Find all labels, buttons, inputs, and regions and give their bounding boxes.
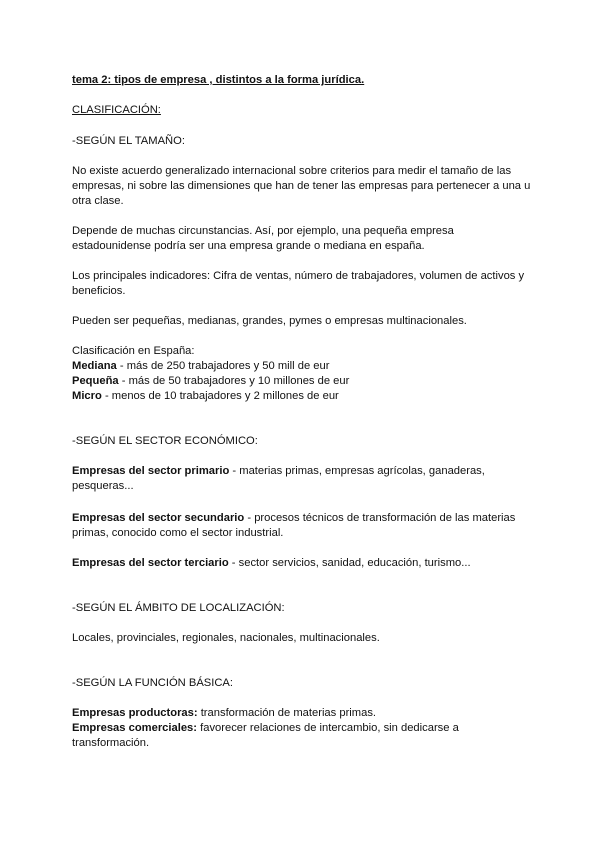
term-terciario: Empresas del sector terciario: [72, 557, 229, 569]
desc-productoras: transformación de materias primas.: [197, 707, 377, 719]
size-heading: -SEGÚN EL TAMAÑO:: [72, 135, 185, 147]
size-paragraph-2-line-2: estadounidense podría ser una empresa grande o mediana en españa.: [72, 240, 425, 252]
term-micro: Micro: [72, 390, 102, 402]
function-comerciales-line-1: [72, 721, 459, 736]
desc-primario: - materias primas, empresas agrícolas, ganaderas,: [229, 465, 485, 477]
desc-micro: - menos de 10 trabajadores y 2 millones de eur: [101, 390, 339, 402]
sector-terciario-line-1: [72, 556, 471, 571]
sector-primario-line-1: [72, 464, 485, 479]
sector-secundario-line-1: [72, 511, 515, 526]
term-mediana: Mediana: [72, 360, 117, 372]
size-paragraph-3-line-2: beneficios.: [72, 285, 126, 297]
term-productoras: Empresas productoras:: [72, 707, 198, 719]
document-title: tema 2: tipos de empresa , distintos a la forma jurídica.: [72, 74, 365, 86]
desc-mediana: - más de 250 trabajadores y 50 mill de eur: [116, 360, 330, 372]
size-paragraph-2-line-1: Depende de muchas circunstancias. Así, por ejemplo, una pequeña empresa: [72, 225, 454, 237]
classification-heading: CLASIFICACIÓN:: [72, 104, 161, 116]
function-productoras: [72, 706, 376, 721]
sector-heading: -SEGÚN EL SECTOR ECONÓMICO:: [72, 435, 258, 447]
size-paragraph-1-line-3: otra clase.: [72, 195, 124, 207]
size-paragraph-3-line-1: Los principales indicadores: Cifra de ventas, número de trabajadores, volumen de activos y: [72, 270, 525, 282]
size-paragraph-1-line-2: empresas, ni sobre las dimensiones que han de tener las empresas para pertenecer a una u: [72, 180, 531, 192]
function-comerciales-line-2: transformación.: [72, 737, 150, 749]
size-paragraph-4: Pueden ser pequeñas, medianas, grandes, pymes o empresas multinacionales.: [72, 315, 467, 327]
desc-secundario: - procesos técnicos de transformación de las materias: [244, 512, 516, 524]
term-primario: Empresas del sector primario: [72, 465, 230, 477]
scope-text: Locales, provinciales, regionales, nacionales, multinacionales.: [72, 632, 380, 644]
size-paragraph-1-line-1: No existe acuerdo generalizado internacional sobre criterios para medir el tamaño de las: [72, 165, 512, 177]
desc-terciario: - sector servicios, sanidad, educación, turismo...: [228, 557, 471, 569]
desc-pequena: - más de 50 trabajadores y 10 millones de eur: [118, 375, 350, 387]
function-heading: -SEGÚN LA FUNCIÓN BÁSICA:: [72, 677, 234, 689]
spain-classification-micro: [72, 389, 339, 404]
term-comerciales: Empresas comerciales:: [72, 722, 198, 734]
sector-secundario-line-2: primas, conocido como el sector industrial.: [72, 527, 284, 539]
spain-classification-mediana: [72, 359, 329, 374]
scope-heading: -SEGÚN EL ÁMBITO DE LOCALIZACIÓN:: [72, 602, 285, 614]
term-pequena: Pequeña: [72, 375, 119, 387]
term-secundario: Empresas del sector secundario: [72, 512, 245, 524]
sector-primario-line-2: pesqueras...: [72, 480, 134, 492]
spain-classification-pequena: [72, 374, 349, 389]
spain-classification-heading: Clasificación en España:: [72, 345, 195, 357]
desc-comerciales: favorecer relaciones de intercambio, sin dedicarse a: [197, 722, 459, 734]
